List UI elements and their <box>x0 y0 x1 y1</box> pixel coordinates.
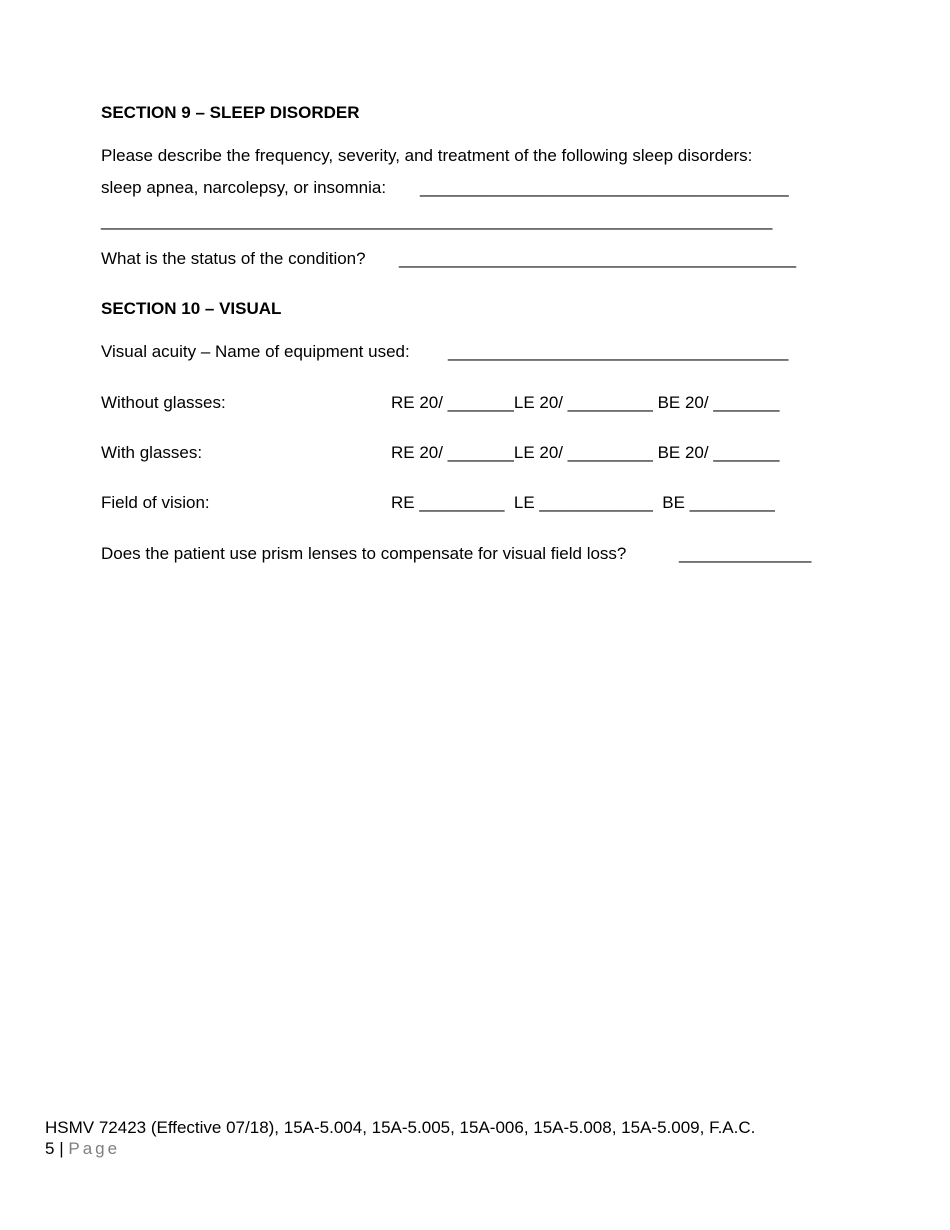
section-10-heading: SECTION 10 – VISUAL <box>101 299 282 318</box>
sleep-describe-label: sleep apnea, narcolepsy, or insomnia: <box>101 178 387 197</box>
without-glasses-fields[interactable]: RE 20/ _______LE 20/ _________ BE 20/ _______ <box>391 393 780 412</box>
without-glasses-label: Without glasses: <box>101 393 226 412</box>
prism-lenses-field[interactable]: ______________ <box>679 544 812 563</box>
visual-acuity-label: Visual acuity – Name of equipment used: <box>101 342 410 361</box>
sleep-describe-field-continued[interactable]: _______________________________________________________________________ <box>101 211 773 230</box>
form-footer-info: HSMV 72423 (Effective 07/18), 15A-5.004, 15A-5.005, 15A-006, 15A-5.008, 15A-5.009, F.A.C. <box>45 1118 756 1137</box>
field-of-vision-label: Field of vision: <box>101 493 210 512</box>
equipment-name-field[interactable]: ____________________________________ <box>448 342 789 361</box>
sleep-describe-field[interactable]: _______________________________________ <box>420 178 789 197</box>
field-of-vision-fields[interactable]: RE _________ LE ____________ BE _________ <box>391 493 775 512</box>
with-glasses-label: With glasses: <box>101 443 203 462</box>
condition-status-label: What is the status of the condition? <box>101 249 366 268</box>
sleep-describe-prompt: Please describe the frequency, severity, and treatment of the following sleep disorders: <box>101 146 753 165</box>
section-9-heading: SECTION 9 – SLEEP DISORDER <box>101 103 360 122</box>
condition-status-field[interactable]: __________________________________________ <box>399 249 797 268</box>
page-number: 5 <box>45 1139 55 1158</box>
page-word: Page <box>68 1139 121 1158</box>
page-separator: | <box>59 1139 64 1158</box>
with-glasses-fields[interactable]: RE 20/ _______LE 20/ _________ BE 20/ _______ <box>391 443 780 462</box>
prism-lenses-question: Does the patient use prism lenses to compensate for visual field loss? <box>101 544 627 563</box>
page-footer <box>45 1139 120 1159</box>
